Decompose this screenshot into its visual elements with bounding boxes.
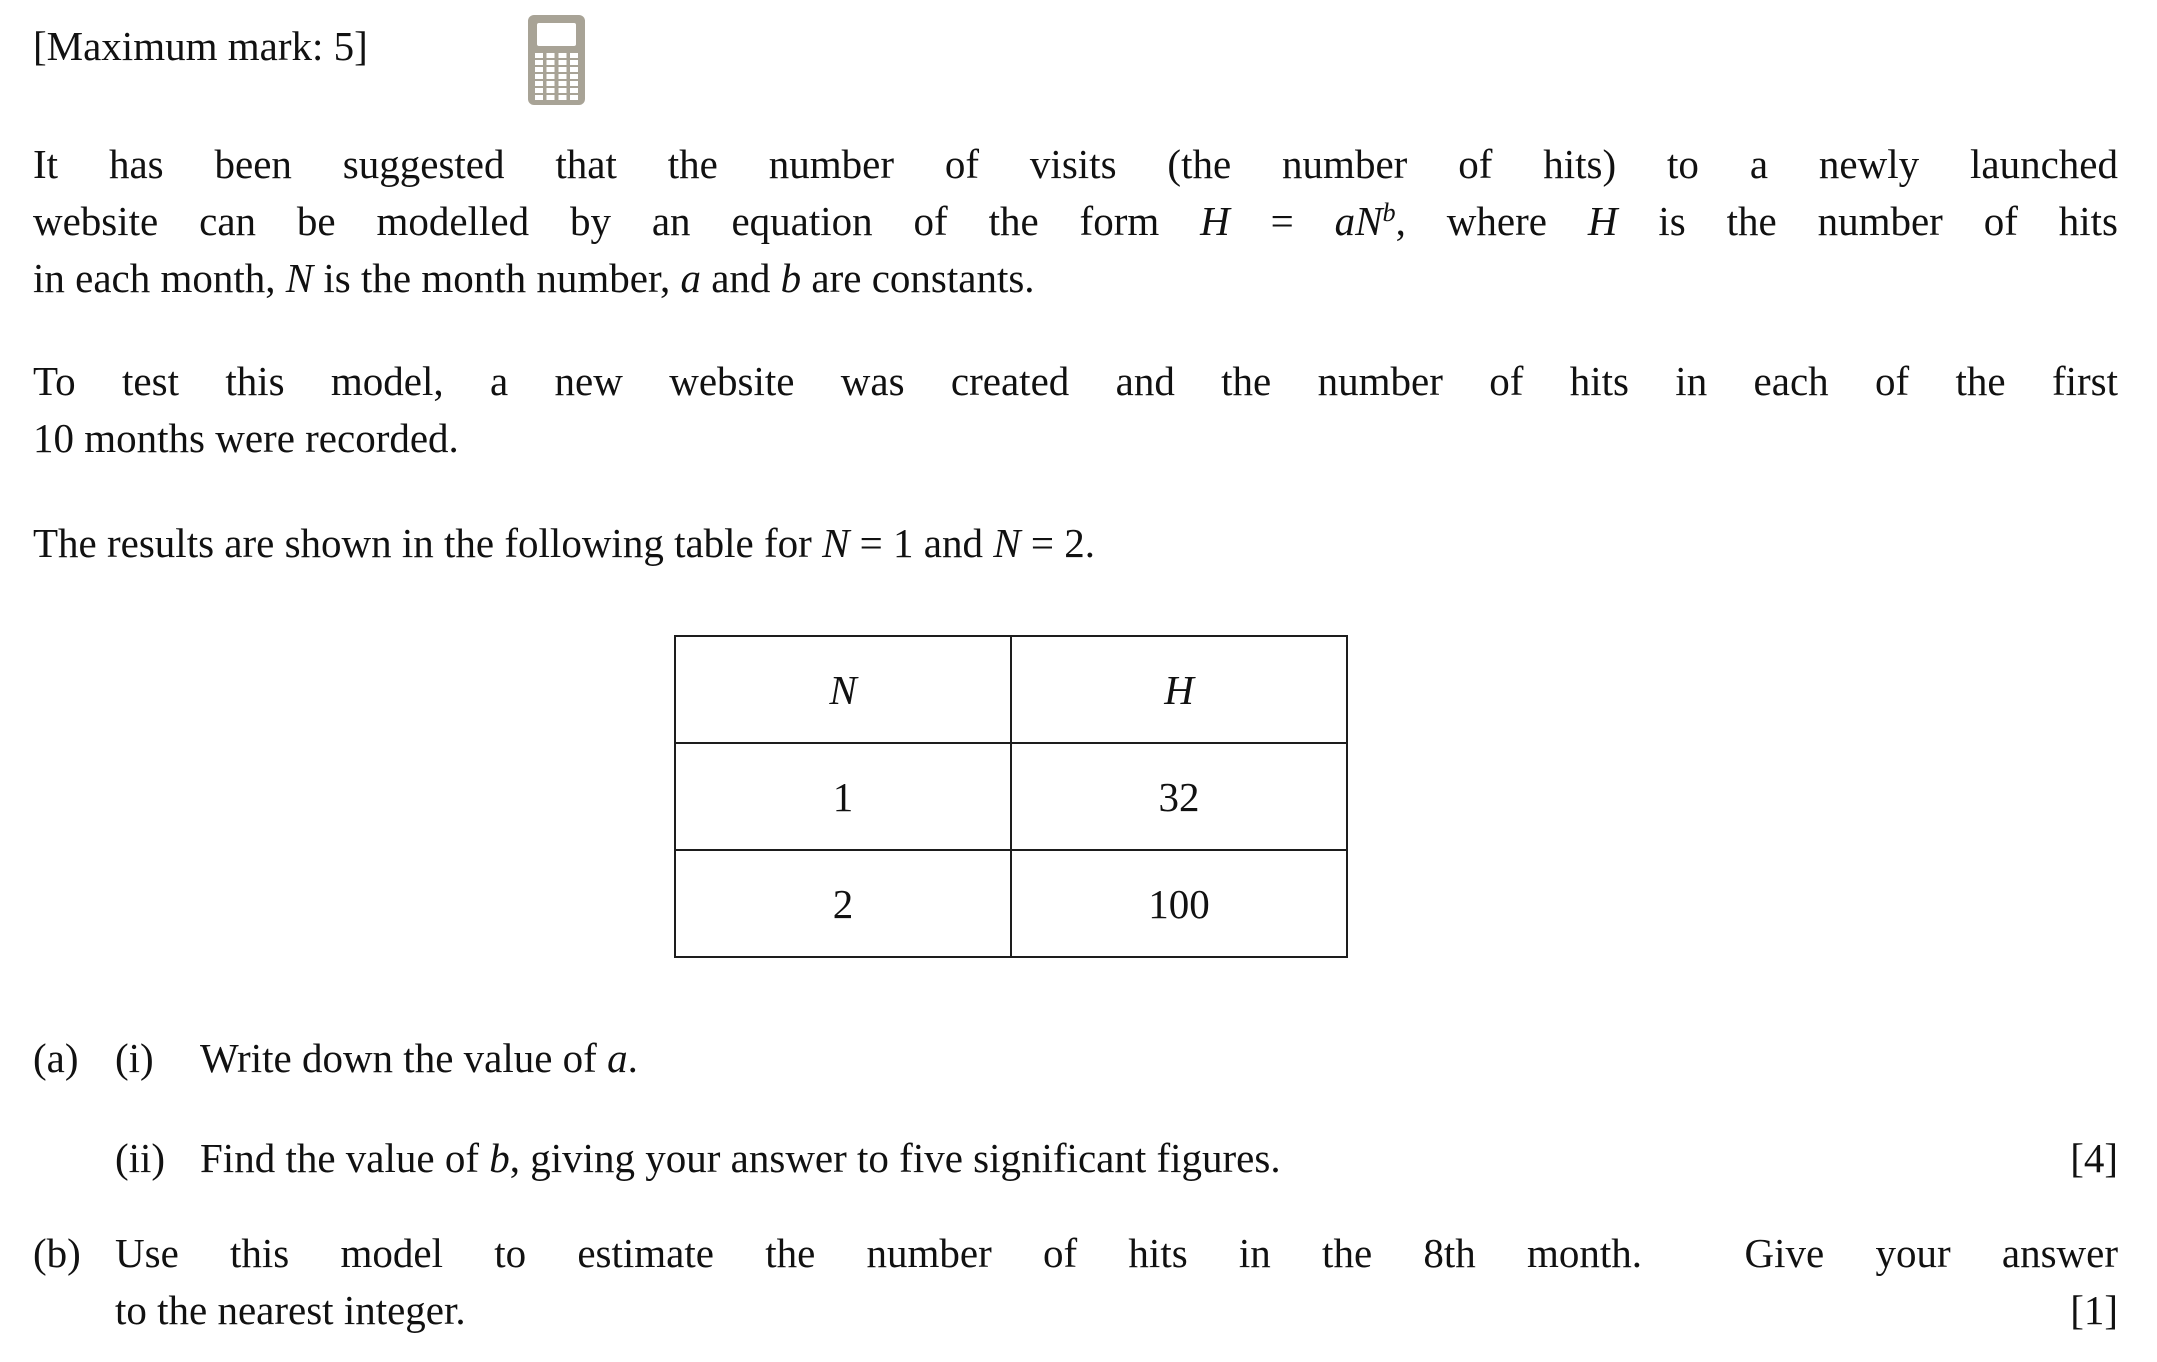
text-line: website can be modelled by an equation of the form $H = aN^b$, where H is the number of hits <box>33 197 2118 244</box>
table-header-row <box>675 636 1347 743</box>
table-cell-h1: 32 <box>1011 743 1347 850</box>
question-text: Use this model to estimate the number of hits in the 8th month. Give your answer <box>115 1230 2118 1276</box>
calculator-icon <box>528 15 585 105</box>
mark-badge: [4] <box>2070 1135 2118 1181</box>
text-line: The results are shown in the following table for N = 1 and N = 2. <box>33 520 1095 566</box>
table-header-cell-h: H <box>1011 636 1347 743</box>
table-row <box>675 743 1347 850</box>
question-text: to the nearest integer. <box>115 1287 466 1333</box>
text-line: in each month, N is the month number, a and b are constants. <box>33 255 1035 301</box>
question-line <box>115 1282 2118 1339</box>
calculator-keypad <box>535 53 578 100</box>
question-b <box>33 1225 2118 1339</box>
part-label-b: (b) <box>33 1230 81 1276</box>
question-line <box>200 1130 2118 1187</box>
part-label-a: (a) <box>33 1035 79 1081</box>
max-mark-label: [Maximum mark: 5] <box>33 23 368 69</box>
paragraph-results-intro <box>33 515 2118 572</box>
table-cell-n1: 1 <box>675 743 1011 850</box>
table-header-cell-n: N <box>675 636 1011 743</box>
table-row <box>675 850 1347 957</box>
roman-label-ii: (ii) <box>115 1135 166 1181</box>
results-table <box>674 635 1348 958</box>
table-cell-n2: 2 <box>675 850 1011 957</box>
text-line: To test this model, a new website was created and the number of hits in each of the first <box>33 358 2118 404</box>
header-row <box>33 18 2118 75</box>
question-b-content <box>115 1225 2118 1339</box>
paragraph-test-model <box>33 353 2118 467</box>
mark-badge: [1] <box>2070 1287 2118 1333</box>
text-line: It has been suggested that the number of visits (the number of hits) to a newly launched <box>33 141 2118 187</box>
roman-label-i: (i) <box>115 1035 154 1081</box>
question-text: Find the value of b, giving your answer to five significant figures. <box>200 1135 1281 1181</box>
table-cell-h2: 100 <box>1011 850 1347 957</box>
paragraph-model-intro <box>33 136 2118 307</box>
question-a-i <box>33 1030 2118 1087</box>
text-line: 10 months were recorded. <box>33 415 459 461</box>
calculator-screen <box>537 23 576 46</box>
question-text: Write down the value of a. <box>200 1035 638 1081</box>
question-a-ii <box>33 1130 2118 1187</box>
